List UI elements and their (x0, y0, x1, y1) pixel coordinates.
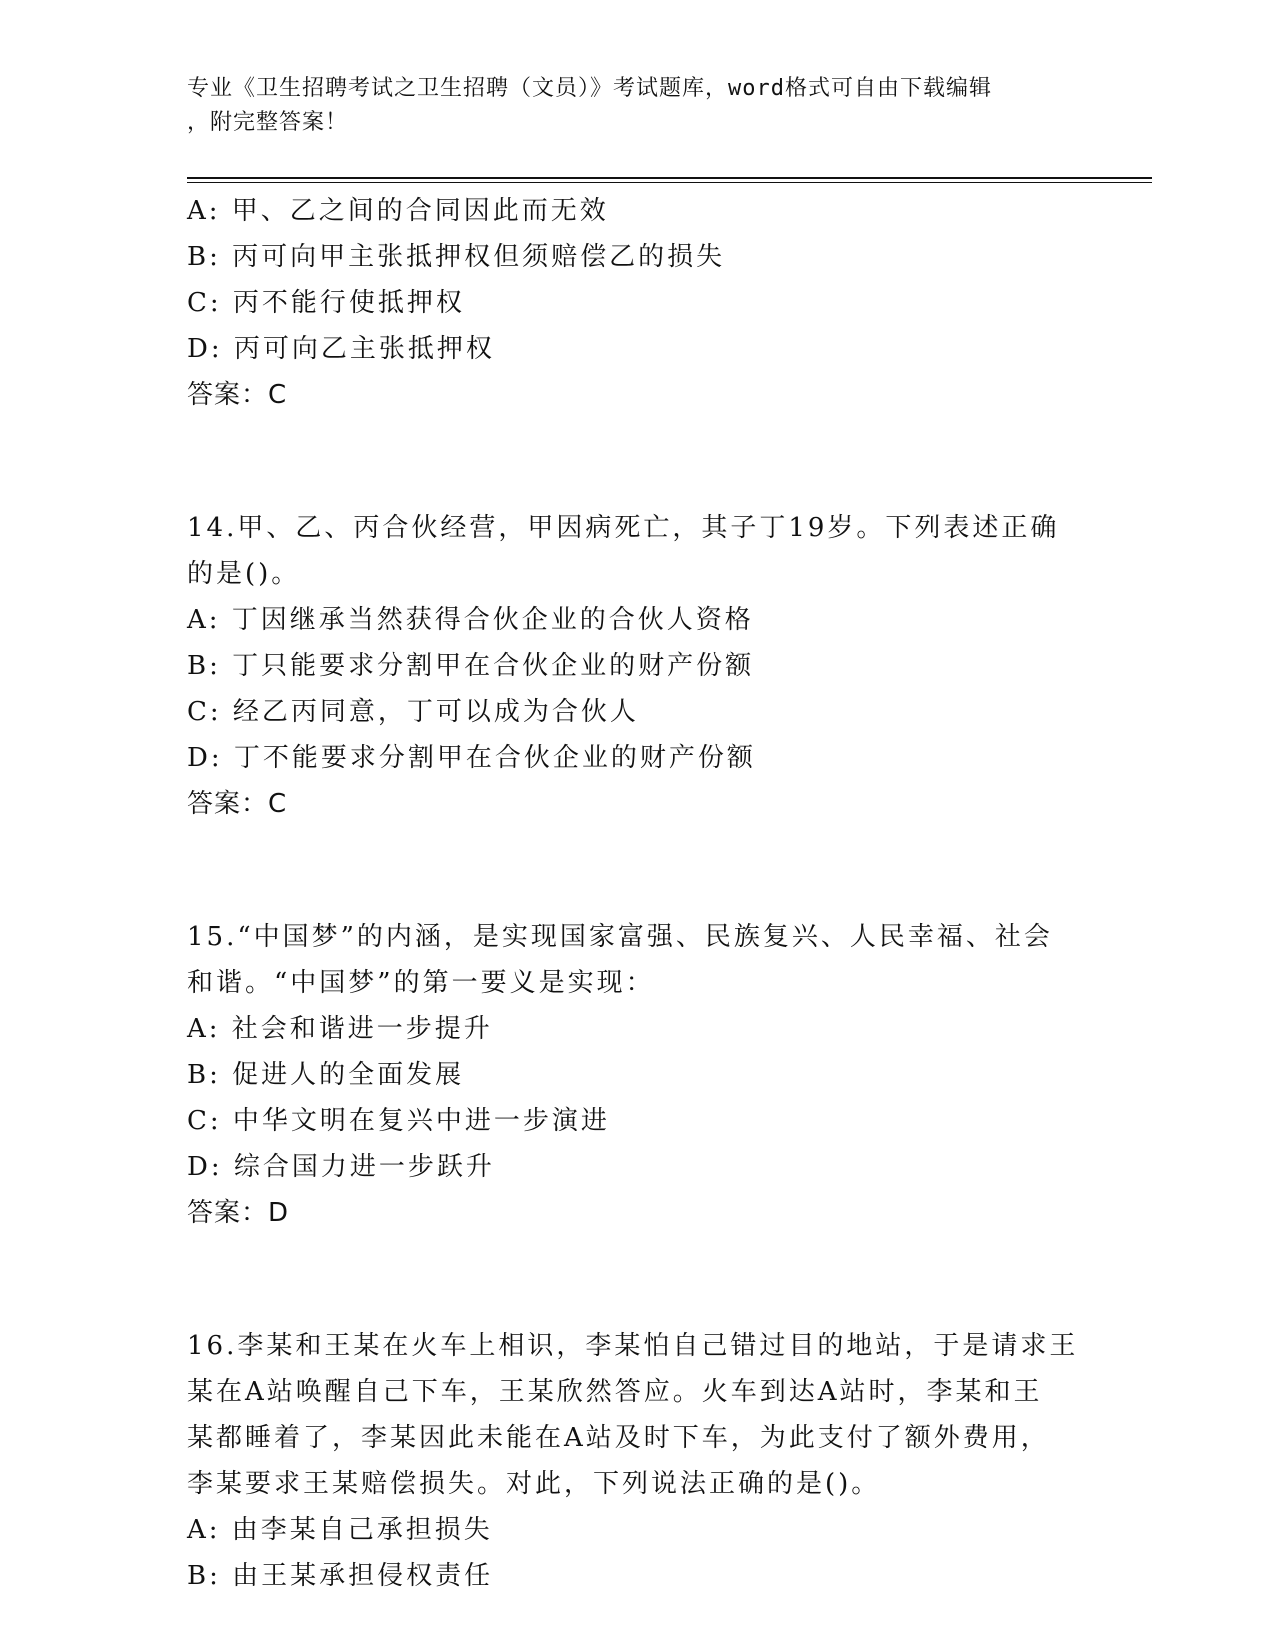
option-a: A: 社会和谐进一步提升 (187, 1014, 493, 1044)
question-text-line: 15.“中国梦”的内涵，是实现国家富强、民族复兴、人民幸福、社会 (187, 922, 1053, 952)
option-c: C: 经乙丙同意，丁可以成为合伙人 (187, 697, 639, 727)
question-text-line: 和谐。“中国梦”的第一要义是实现： (187, 968, 655, 998)
answer: 答案：D (187, 1198, 290, 1228)
question-13 (187, 188, 1087, 418)
option-c: C: 丙不能行使抵押权 (187, 288, 465, 318)
option-d: D: 综合国力进一步跃升 (187, 1152, 495, 1182)
document-header (187, 72, 1067, 140)
header-line-1: 专业《卫生招聘考试之卫生招聘（文员）》考试题库，word格式可自由下载编辑 (187, 76, 992, 101)
answer: 答案：C (187, 380, 288, 410)
question-text-line: 14.甲、乙、丙合伙经营，甲因病死亡，其子丁19岁。下列表述正确 (187, 513, 1060, 543)
question-text (187, 505, 1087, 597)
question-16 (187, 1323, 1087, 1599)
question-text (187, 914, 1087, 1006)
option-b: B: 丙可向甲主张抵押权但须赔偿乙的损失 (187, 242, 726, 272)
option-b: B: 由王某承担侵权责任 (187, 1561, 494, 1591)
option-a: A: 丁因继承当然获得合伙企业的合伙人资格 (187, 605, 754, 635)
header-line-2: ，附完整答案！ (187, 110, 349, 135)
question-text-line: 的是()。 (187, 559, 301, 589)
question-14 (187, 505, 1087, 827)
question-list (187, 188, 1087, 1599)
question-text-line: 某在A站唤醒自己下车，王某欣然答应。火车到达A站时，李某和王 (187, 1377, 1043, 1407)
question-text (187, 1323, 1087, 1507)
option-a: A: 由李某自己承担损失 (187, 1515, 493, 1545)
question-text-line: 李某要求王某赔偿损失。对此，下列说法正确的是()。 (187, 1469, 881, 1499)
question-text-line: 某都睡着了，李某因此未能在A站及时下车，为此支付了额外费用， (187, 1423, 1050, 1453)
question-text-line: 16.李某和王某在火车上相识，李某怕自己错过目的地站，于是请求王 (187, 1331, 1079, 1361)
option-b: B: 促进人的全面发展 (187, 1060, 465, 1090)
answer: 答案：C (187, 789, 288, 819)
option-d: D: 丁不能要求分割甲在合伙企业的财产份额 (187, 743, 756, 773)
question-15 (187, 914, 1087, 1236)
option-d: D: 丙可向乙主张抵押权 (187, 334, 495, 364)
header-rule-thick (187, 177, 1152, 179)
option-c: C: 中华文明在复兴中进一步演进 (187, 1106, 610, 1136)
option-a: A: 甲、乙之间的合同因此而无效 (187, 196, 609, 226)
option-b: B: 丁只能要求分割甲在合伙企业的财产份额 (187, 651, 755, 681)
header-rule-thin (187, 182, 1152, 183)
